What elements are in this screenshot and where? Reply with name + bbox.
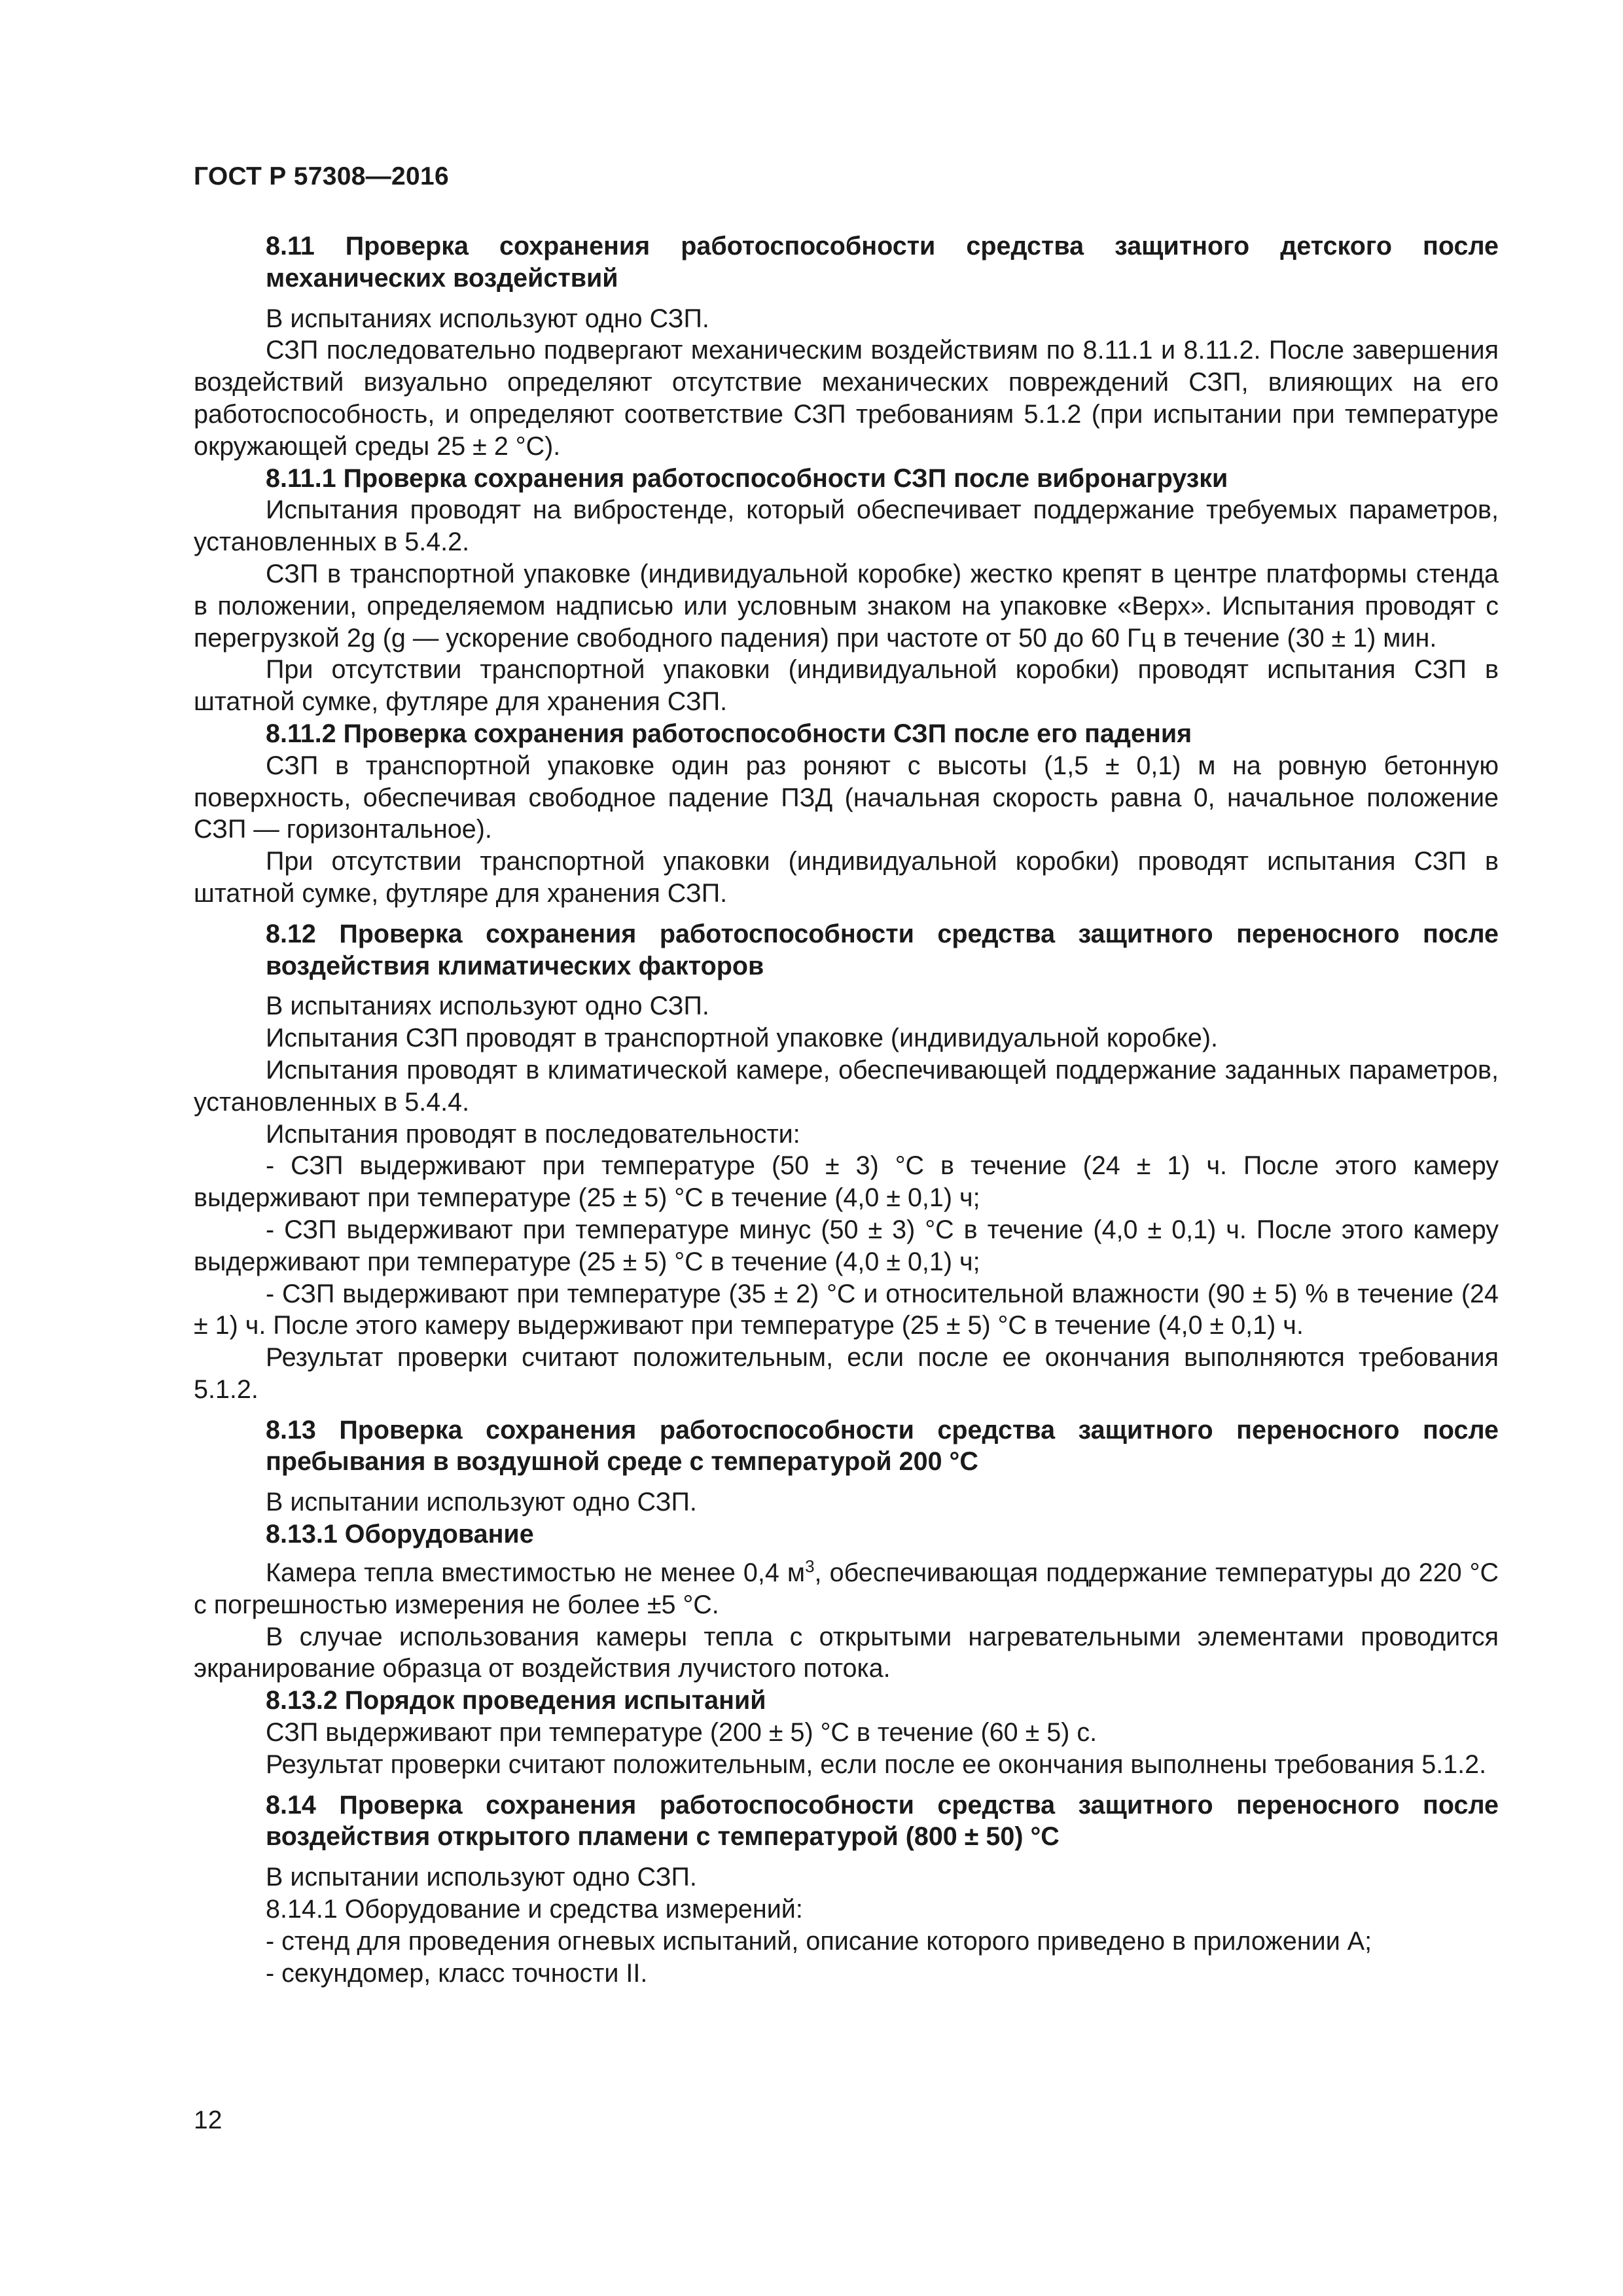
paragraph: Испытания проводят в последовательности: — [266, 1119, 800, 1149]
paragraph: В испытаниях используют одно СЗП. — [266, 992, 709, 1021]
text-span: , обеспечивающая поддержание температуры до 220 °С с погрешностью измерения не более ±5 °С. — [194, 1558, 1499, 1619]
paragraph: СЗП последовательно подвергают механическим воздействиям по 8.11.1 и 8.11.2. После завершения воздействий визуально определяют отсутствие механических повреждений СЗП, влияющих на его работоспособность, и определяют соответствие СЗП требованиям 5.1.2 (при испытании при температуре окружающей среды 25 ± 2 °С). — [194, 336, 1499, 461]
paragraph: При отсутствии транспортной упаковки (индивидуальной коробки) проводят испытания СЗП в штатной сумке, футляре для хранения СЗП. — [194, 655, 1499, 717]
text-span: Камера тепла вместимостью не менее 0,4 м — [266, 1558, 806, 1588]
paragraph: Испытания проводят в климатической камере, обеспечивающей поддержание заданных параметров, установленных в 5.4.4. — [194, 1055, 1499, 1117]
section-8-12-heading: 8.12 Проверка сохранения работоспособности средства защитного переносного после воздействия климатических факторов — [266, 919, 1499, 980]
section-8-11-1-heading: 8.11.1 Проверка сохранения работоспособности СЗП после вибронагрузки — [266, 463, 1228, 493]
section-8-11-heading: 8.11 Проверка сохранения работоспособности средства защитного детского после механических воздействий — [266, 232, 1499, 293]
paragraph: СЗП выдерживают при температуре (200 ± 5) °С в течение (60 ± 5) с. — [266, 1718, 1097, 1748]
paragraph: СЗП в транспортной упаковке (индивидуальной коробке) жестко крепят в центре платформы стенда в положении, определяемом надписью или условным знаком на упаковке «Верх». Испытания проводят с перегрузкой 2g (g — ускорение свободного падения) при частоте от 50 до 60 Гц в течение (30 ± 1) мин. — [194, 559, 1499, 653]
paragraph: В испытаниях используют одно СЗП. — [266, 304, 709, 333]
paragraph: В испытании используют одно СЗП. — [266, 1863, 697, 1892]
paragraph: В случае использования камеры тепла с открытыми нагревательными элементами проводится экранирование образца от воздействия лучистого потока. — [194, 1622, 1499, 1683]
paragraph: СЗП в транспортной упаковке один раз роняют с высоты (1,5 ± 0,1) м на ровную бетонную поверхность, обеспечивая свободное падение ПЗД (начальная скорость равна 0, начальное положение СЗП — горизонтальное). — [194, 751, 1499, 844]
superscript: 3 — [805, 1556, 815, 1576]
list-item: - секундомер, класс точности II. — [266, 1958, 648, 1988]
section-8-13-heading: 8.13 Проверка сохранения работоспособности средства защитного переносного после пребывания в воздушной среде с температурой 200 °С — [266, 1415, 1499, 1477]
list-item: - стенд для проведения огневых испытаний, описание которого приведено в приложении А; — [266, 1926, 1372, 1956]
section-8-13-1-heading: 8.13.1 Оборудование — [266, 1520, 534, 1549]
section-8-14-heading: 8.14 Проверка сохранения работоспособности средства защитного переносного после воздействия открытого пламени с температурой (800 ± 50) °С — [266, 1790, 1499, 1852]
paragraph: Испытания СЗП проводят в транспортной упаковке (индивидуальной коробке). — [266, 1024, 1218, 1053]
list-item: - СЗП выдерживают при температуре (35 ± 2) °С и относительной влажности (90 ± 5) % в течение (24 ± 1) ч. После этого камеру выдерживают при температуре (25 ± 5) °С в течение (4,0 ± 0,1) ч. — [194, 1279, 1499, 1340]
paragraph: Результат проверки считают положительным, если после ее окончания выполнены требования 5.1.2. — [266, 1749, 1487, 1779]
paragraph: Результат проверки считают положительным, если после ее окончания выполняются требования 5.1.2. — [194, 1343, 1499, 1404]
page-number: 12 — [194, 2106, 223, 2134]
section-8-11-2-heading: 8.11.2 Проверка сохранения работоспособности СЗП после его падения — [266, 719, 1192, 748]
document-header: ГОСТ Р 57308—2016 — [194, 162, 449, 190]
paragraph: При отсутствии транспортной упаковки (индивидуальной коробки) проводят испытания СЗП в штатной сумке, футляре для хранения СЗП. — [194, 847, 1499, 908]
document-body — [194, 230, 1499, 1989]
paragraph: 8.14.1 Оборудование и средства измерений: — [266, 1895, 803, 1924]
list-item: - СЗП выдерживают при температуре минус (50 ± 3) °С в течение (4,0 ± 0,1) ч. После этого камеру выдерживают при температуре (25 ± 5) °С в течение (4,0 ± 0,1) ч; — [194, 1215, 1499, 1276]
paragraph — [194, 1551, 1499, 1621]
paragraph: В испытании используют одно СЗП. — [266, 1488, 697, 1517]
section-8-13-2-heading: 8.13.2 Порядок проведения испытаний — [266, 1686, 766, 1715]
list-item: - СЗП выдерживают при температуре (50 ± 3) °С в течение (24 ± 1) ч. После этого камеру выдерживают при температуре (25 ± 5) °С в течение (4,0 ± 0,1) ч; — [194, 1151, 1499, 1213]
paragraph: Испытания проводят на вибростенде, который обеспечивает поддержание требуемых параметров, установленных в 5.4.2. — [194, 495, 1499, 557]
